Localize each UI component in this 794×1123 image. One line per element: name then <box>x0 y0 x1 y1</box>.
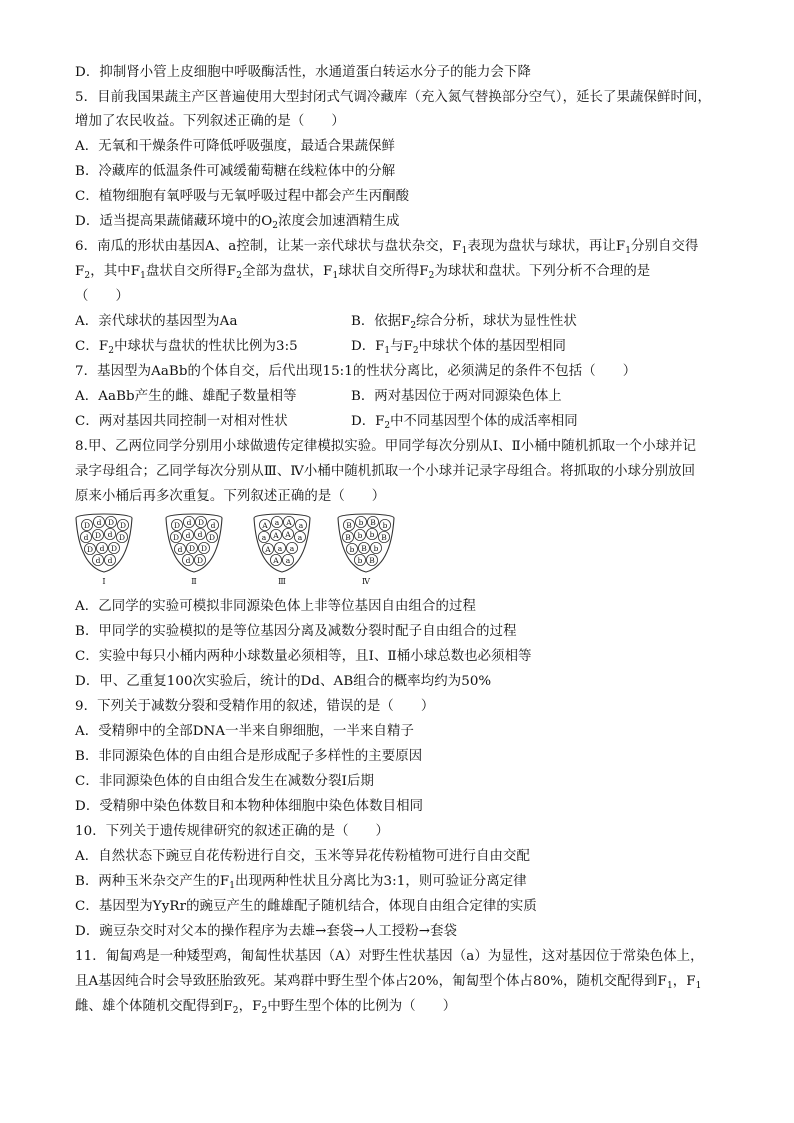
ball-letter: d <box>99 543 105 553</box>
q11-stem-line3: 雌、雄个体随机交配得到$F_2$，$F_2$中野生型个体的比例为（ ） <box>75 999 457 1016</box>
ball-letter: A <box>285 529 291 539</box>
q5-option-a: A．无氧和干燥条件可降低呼吸强度，最适合果蔬保鲜 <box>75 139 396 154</box>
ball-letter: d <box>83 532 89 542</box>
ball-letter: D <box>208 532 216 542</box>
ball-letter: B <box>369 555 375 565</box>
bucket-3 <box>254 514 310 586</box>
q6-stem-line1: 6．南瓜的形状由基因A、a控制，让某一亲代球状与盘状杂交，$F_1$表现为盘状与球状，再让$F_1$分别自交得 <box>75 239 699 256</box>
ball-letter: D <box>83 520 91 530</box>
ball-letter: b <box>357 555 363 565</box>
q10-option-c: C．基因型为YyRr的豌豆产生的雌雄配子随机结合，体现自由组合定律的实质 <box>75 899 537 914</box>
ball-letter: a <box>261 532 267 542</box>
q7-option-b: B．两对基因位于两对同源染色体上 <box>351 389 562 404</box>
ball-letter: d <box>185 530 191 540</box>
q8-stem-line3: 原来小桶后再多次重复。下列叙述正确的是（ ） <box>75 489 386 504</box>
q6-stem-line3: （ ） <box>75 289 129 304</box>
q10-option-d: D．豌豆杂交时对父本的操作程序为去雄→套袋→人工授粉→套袋 <box>75 924 458 939</box>
ball-letter: d <box>95 555 101 565</box>
ball-letter: a <box>285 555 291 565</box>
bucket-4 <box>338 514 394 586</box>
q8-stem-line2: 录字母组合；乙同学每次分别从Ⅲ、Ⅳ小桶中随机抓取一个小球并记录字母组合。将抓取的小球分别放回 <box>75 464 696 479</box>
q8-option-a: A．乙同学的实验可模拟非同源染色体上非等位基因自由组合的过程 <box>75 599 476 614</box>
ball-letter: A <box>286 517 292 527</box>
ball-letter: b <box>358 517 364 527</box>
q5-stem-line1: 5．目前我国果蔬主产区普遍使用大型封闭式气调冷藏库（充入氮气替换部分空气），延长了果蔬保鲜时间， <box>75 90 711 105</box>
ball-letter: d <box>210 520 216 530</box>
ball-letter: B <box>346 520 352 530</box>
ball-letter: D <box>107 517 115 527</box>
ball-letter: b <box>382 520 388 530</box>
q10-stem: 10．下列关于遗传规律研究的叙述正确的是（ ） <box>75 824 390 839</box>
ball-letter: d <box>185 555 191 565</box>
ball-letter: B <box>381 532 387 542</box>
ball-letter: b <box>369 529 375 539</box>
ball-letter: D <box>173 520 181 530</box>
ball-letter: D <box>188 543 196 553</box>
bucket-1 <box>76 514 132 586</box>
bucket-label: Ⅱ <box>191 577 197 586</box>
q7-option-a: A．AaBb产生的雌、雄配子数量相等 <box>75 389 297 404</box>
q4-option-d: D．抑制肾小管上皮细胞中呼吸酶活性，水通道蛋白转运水分子的能力会下降 <box>75 65 532 80</box>
ball-letter: B <box>361 543 367 553</box>
ball-letter: a <box>297 532 303 542</box>
bucket-label: Ⅳ <box>362 577 370 586</box>
q11-stem-line1: 11．匍匐鸡是一种矮型鸡，匍匐性状基因（A）对野生性状基因（a）为显性，这对基因位于常染色体上， <box>75 949 704 964</box>
ball-letter: D <box>119 520 127 530</box>
q6-option-c: C．$F_2$中球状与盘状的性状比例为3:5 <box>75 339 298 356</box>
bucket-label: Ⅰ <box>102 577 106 586</box>
ball-letter: d <box>177 544 183 554</box>
ball-letter: B <box>370 517 376 527</box>
q7-stem: 7．基因型为AaBb的个体自交，后代出现15:1的性状分离比，必须满足的条件不包括（ ） <box>75 364 637 379</box>
ball-letter: d <box>107 555 113 565</box>
ball-letter: A <box>273 530 279 540</box>
q8-option-c: C．实验中每只小桶内两种小球数量必须相等，且Ⅰ、Ⅱ桶小球总数也必须相等 <box>75 649 532 664</box>
ball-letter: D <box>172 532 180 542</box>
bucket-label: Ⅲ <box>278 577 286 586</box>
q11-stem-line2: 且A基因纯合时会导致胚胎致死。某鸡群中野生型个体占20%，匍匐型个体占80%，随机交配得到$F_1$，$F_1$ <box>75 974 702 991</box>
ball-letter: b <box>349 544 355 554</box>
q7-option-d: D．$F_2$中不同基因型个体的成活率相同 <box>351 414 578 431</box>
q5-option-d: D．适当提高果蔬储藏环境中的$O_2$浓度会加速酒精生成 <box>75 214 400 231</box>
ball-letter: b <box>357 530 363 540</box>
ball-letter: A <box>273 555 279 565</box>
q6-option-a: A．亲代球状的基因型为Aa <box>75 314 238 329</box>
ball-letter: d <box>186 517 192 527</box>
q10-option-a: A．自然状态下豌豆自花传粉进行自交，玉米等异花传粉植物可进行自由交配 <box>75 849 530 864</box>
ball-letter: a <box>277 543 283 553</box>
ball-letter: D <box>110 543 118 553</box>
q9-stem: 9．下列关于减数分裂和受精作用的叙述，错误的是（ ） <box>75 699 435 714</box>
ball-letter: d <box>197 529 203 539</box>
ball-letter: D <box>118 532 126 542</box>
q6-stem-line2: $F_2$，其中$F_1$盘状自交所得$F_2$全部为盘状，$F_1$球状自交所得$F_2$为球状和盘状。下列分析不合理的是 <box>75 264 651 281</box>
q9-option-a: A．受精卵中的全部DNA一半来自卵细胞，一半来自精子 <box>75 724 414 739</box>
ball-letter: D <box>94 530 102 540</box>
q9-option-d: D．受精卵中染色体数目和本物种体细胞中染色体数目相同 <box>75 799 424 814</box>
ball-letter: d <box>96 517 102 527</box>
ball-letter: a <box>289 543 295 553</box>
ball-letter: D <box>196 555 204 565</box>
q6-option-d: D．$F_1$与$F_2$中球状个体的基因型相同 <box>351 339 566 356</box>
q7-option-c: C．两对基因共同控制一对相对性状 <box>75 414 288 429</box>
ball-letter: d <box>107 529 113 539</box>
q10-option-b: B．两种玉米杂交产生的$F_1$出现两种性状且分离比为3:1，则可验证分离定律 <box>75 874 527 891</box>
q5-option-b: B．冷藏库的低温条件可减缓葡萄糖在线粒体中的分解 <box>75 164 396 179</box>
ball-letter: b <box>373 543 379 553</box>
ball-letter: A <box>262 520 268 530</box>
ball-letter: D <box>86 544 94 554</box>
q8-stem-line1: 8.甲、乙两位同学分别用小球做遗传定律模拟实验。甲同学每次分别从Ⅰ、Ⅱ小桶中随机抓取一个小球并记 <box>75 439 697 454</box>
ball-letter: D <box>200 543 208 553</box>
q5-option-c: C．植物细胞有氧呼吸与无氧呼吸过程中都会产生丙酮酸 <box>75 189 410 204</box>
q8-option-d: D．甲、乙重复100次实验后，统计的Dd、AB组合的概率均约为50% <box>75 674 492 689</box>
ball-letter: a <box>274 517 280 527</box>
ball-letter: D <box>197 517 205 527</box>
q5-stem-line2: 增加了农民收益。下列叙述正确的是（ ） <box>75 114 345 129</box>
q9-option-b: B．非同源染色体的自由组合是形成配子多样性的主要原因 <box>75 749 423 764</box>
q8-option-b: B．甲同学的实验模拟的是等位基因分离及减数分裂时配子自由组合的过程 <box>75 624 517 639</box>
bucket-2 <box>166 514 222 586</box>
bucket-figure <box>70 510 400 588</box>
ball-letter: a <box>298 520 304 530</box>
ball-letter: A <box>265 544 271 554</box>
q6-option-b: B．依据$F_2$综合分析，球状为显性性状 <box>351 314 577 331</box>
q9-option-c: C．非同源染色体的自由组合发生在减数分裂Ⅰ后期 <box>75 774 375 789</box>
ball-letter: B <box>345 532 351 542</box>
